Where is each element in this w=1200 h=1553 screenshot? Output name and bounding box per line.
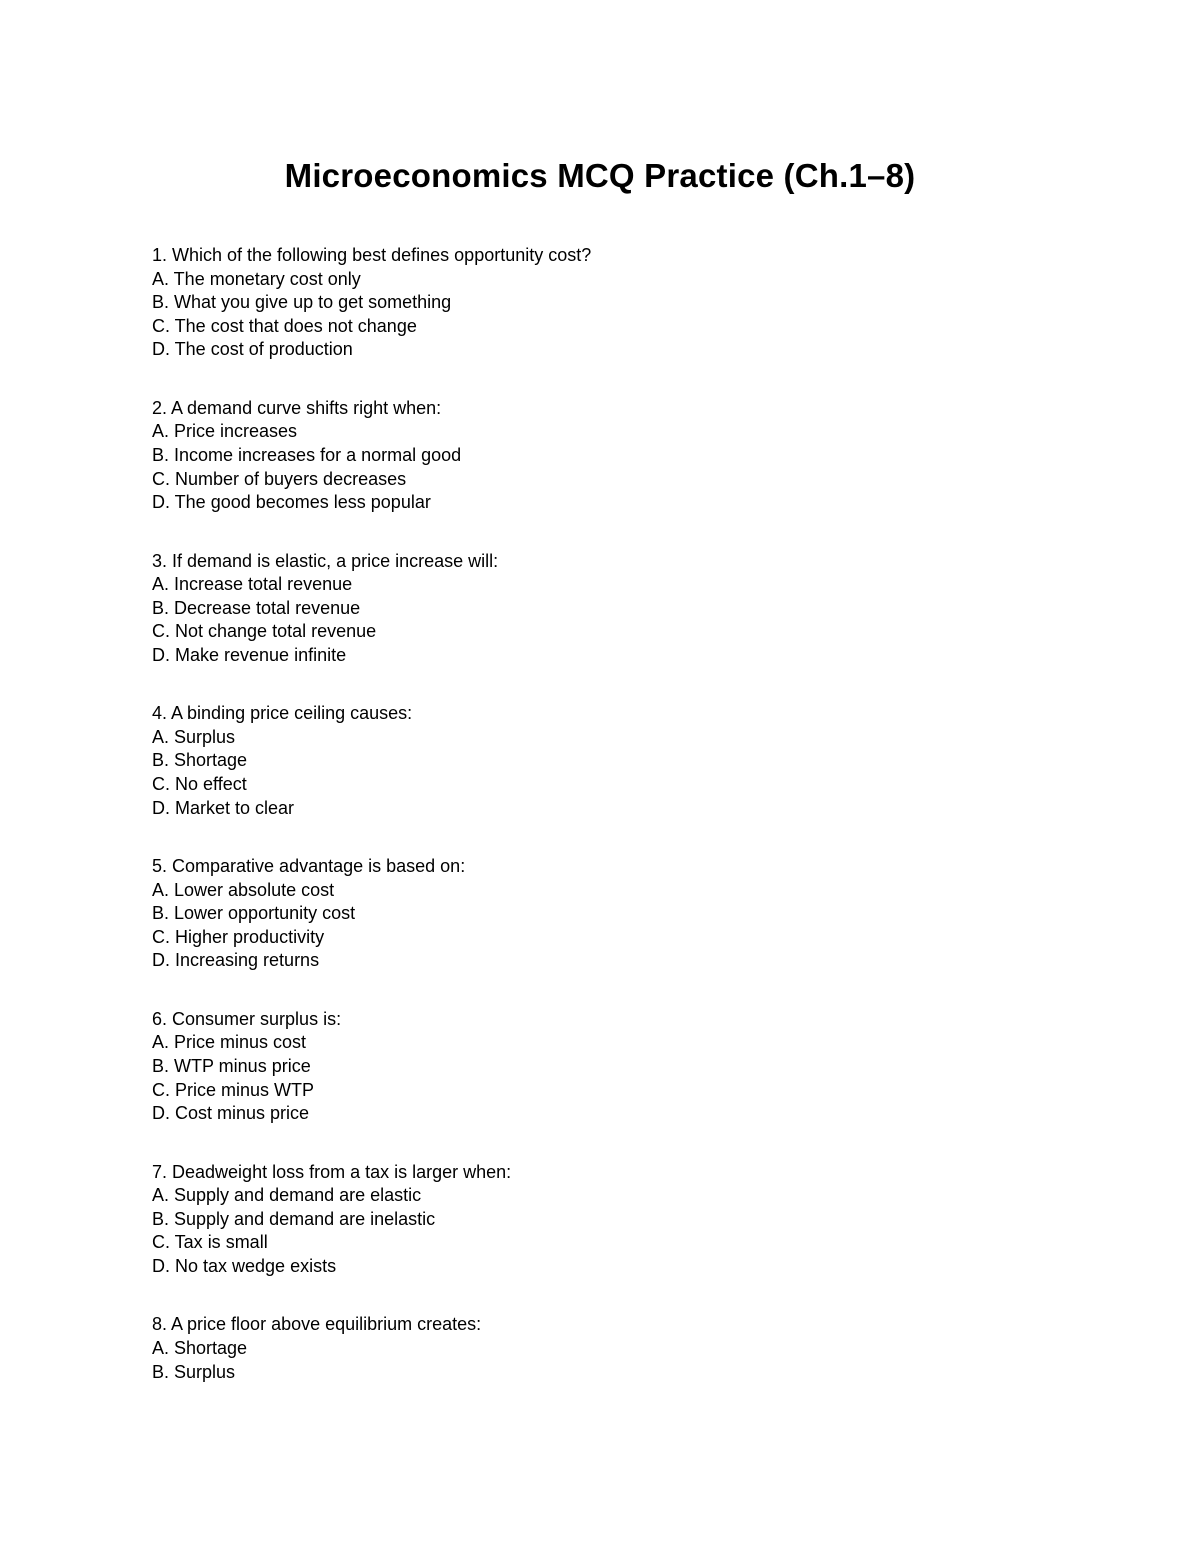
question-6 [152,1008,1052,1126]
answer-option: B. Supply and demand are inelastic [152,1208,436,1229]
answer-option: A. Price increases [152,421,298,442]
answer-option: C. Tax is small [152,1232,268,1253]
question-prompt: 6. Consumer surplus is: [152,1008,342,1029]
question-1 [152,244,1052,362]
answer-option: B. Decrease total revenue [152,597,361,618]
answer-option: C. Not change total revenue [152,621,377,642]
answer-option: D. Increasing returns [152,950,320,971]
answer-option: A. Price minus cost [152,1032,307,1053]
answer-option: D. Make revenue infinite [152,644,347,665]
answer-option: C. The cost that does not change [152,315,417,336]
answer-option: B. Lower opportunity cost [152,903,356,924]
answer-option: D. Cost minus price [152,1103,310,1124]
question-4 [152,702,1052,820]
question-8 [152,1313,1052,1384]
answer-option: A. Increase total revenue [152,574,353,595]
answer-option: B. What you give up to get something [152,292,452,313]
question-prompt: 4. A binding price ceiling causes: [152,703,413,724]
answer-option: C. Number of buyers decreases [152,468,407,489]
answer-option: A. Lower absolute cost [152,879,335,900]
question-list [152,244,1052,1419]
answer-option: C. Price minus WTP [152,1079,315,1100]
answer-option: A. Supply and demand are elastic [152,1185,422,1206]
answer-option: A. Surplus [152,726,236,747]
answer-option: D. Market to clear [152,797,295,818]
question-prompt: 7. Deadweight loss from a tax is larger when: [152,1161,512,1182]
answer-option: A. Shortage [152,1337,248,1358]
answer-option: C. No effect [152,774,247,795]
question-7 [152,1161,1052,1279]
question-prompt: 8. A price floor above equilibrium creates: [152,1314,482,1335]
answer-option: B. Shortage [152,750,248,771]
answer-option: D. The cost of production [152,339,353,360]
answer-option: D. No tax wedge exists [152,1255,337,1276]
answer-option: B. WTP minus price [152,1056,311,1077]
answer-option: D. The good becomes less popular [152,492,431,513]
page-title: Microeconomics MCQ Practice (Ch.1–8) [284,157,916,194]
question-3 [152,550,1052,668]
question-prompt: 5. Comparative advantage is based on: [152,856,466,877]
answer-option: B. Surplus [152,1361,236,1382]
question-prompt: 1. Which of the following best defines opportunity cost? [152,245,592,265]
question-5 [152,855,1052,973]
answer-option: C. Higher productivity [152,926,325,947]
question-2 [152,397,1052,515]
question-prompt: 3. If demand is elastic, a price increase will: [152,550,499,571]
answer-option: B. Income increases for a normal good [152,444,462,465]
question-prompt: 2. A demand curve shifts right when: [152,397,442,418]
answer-option: A. The monetary cost only [152,268,361,289]
